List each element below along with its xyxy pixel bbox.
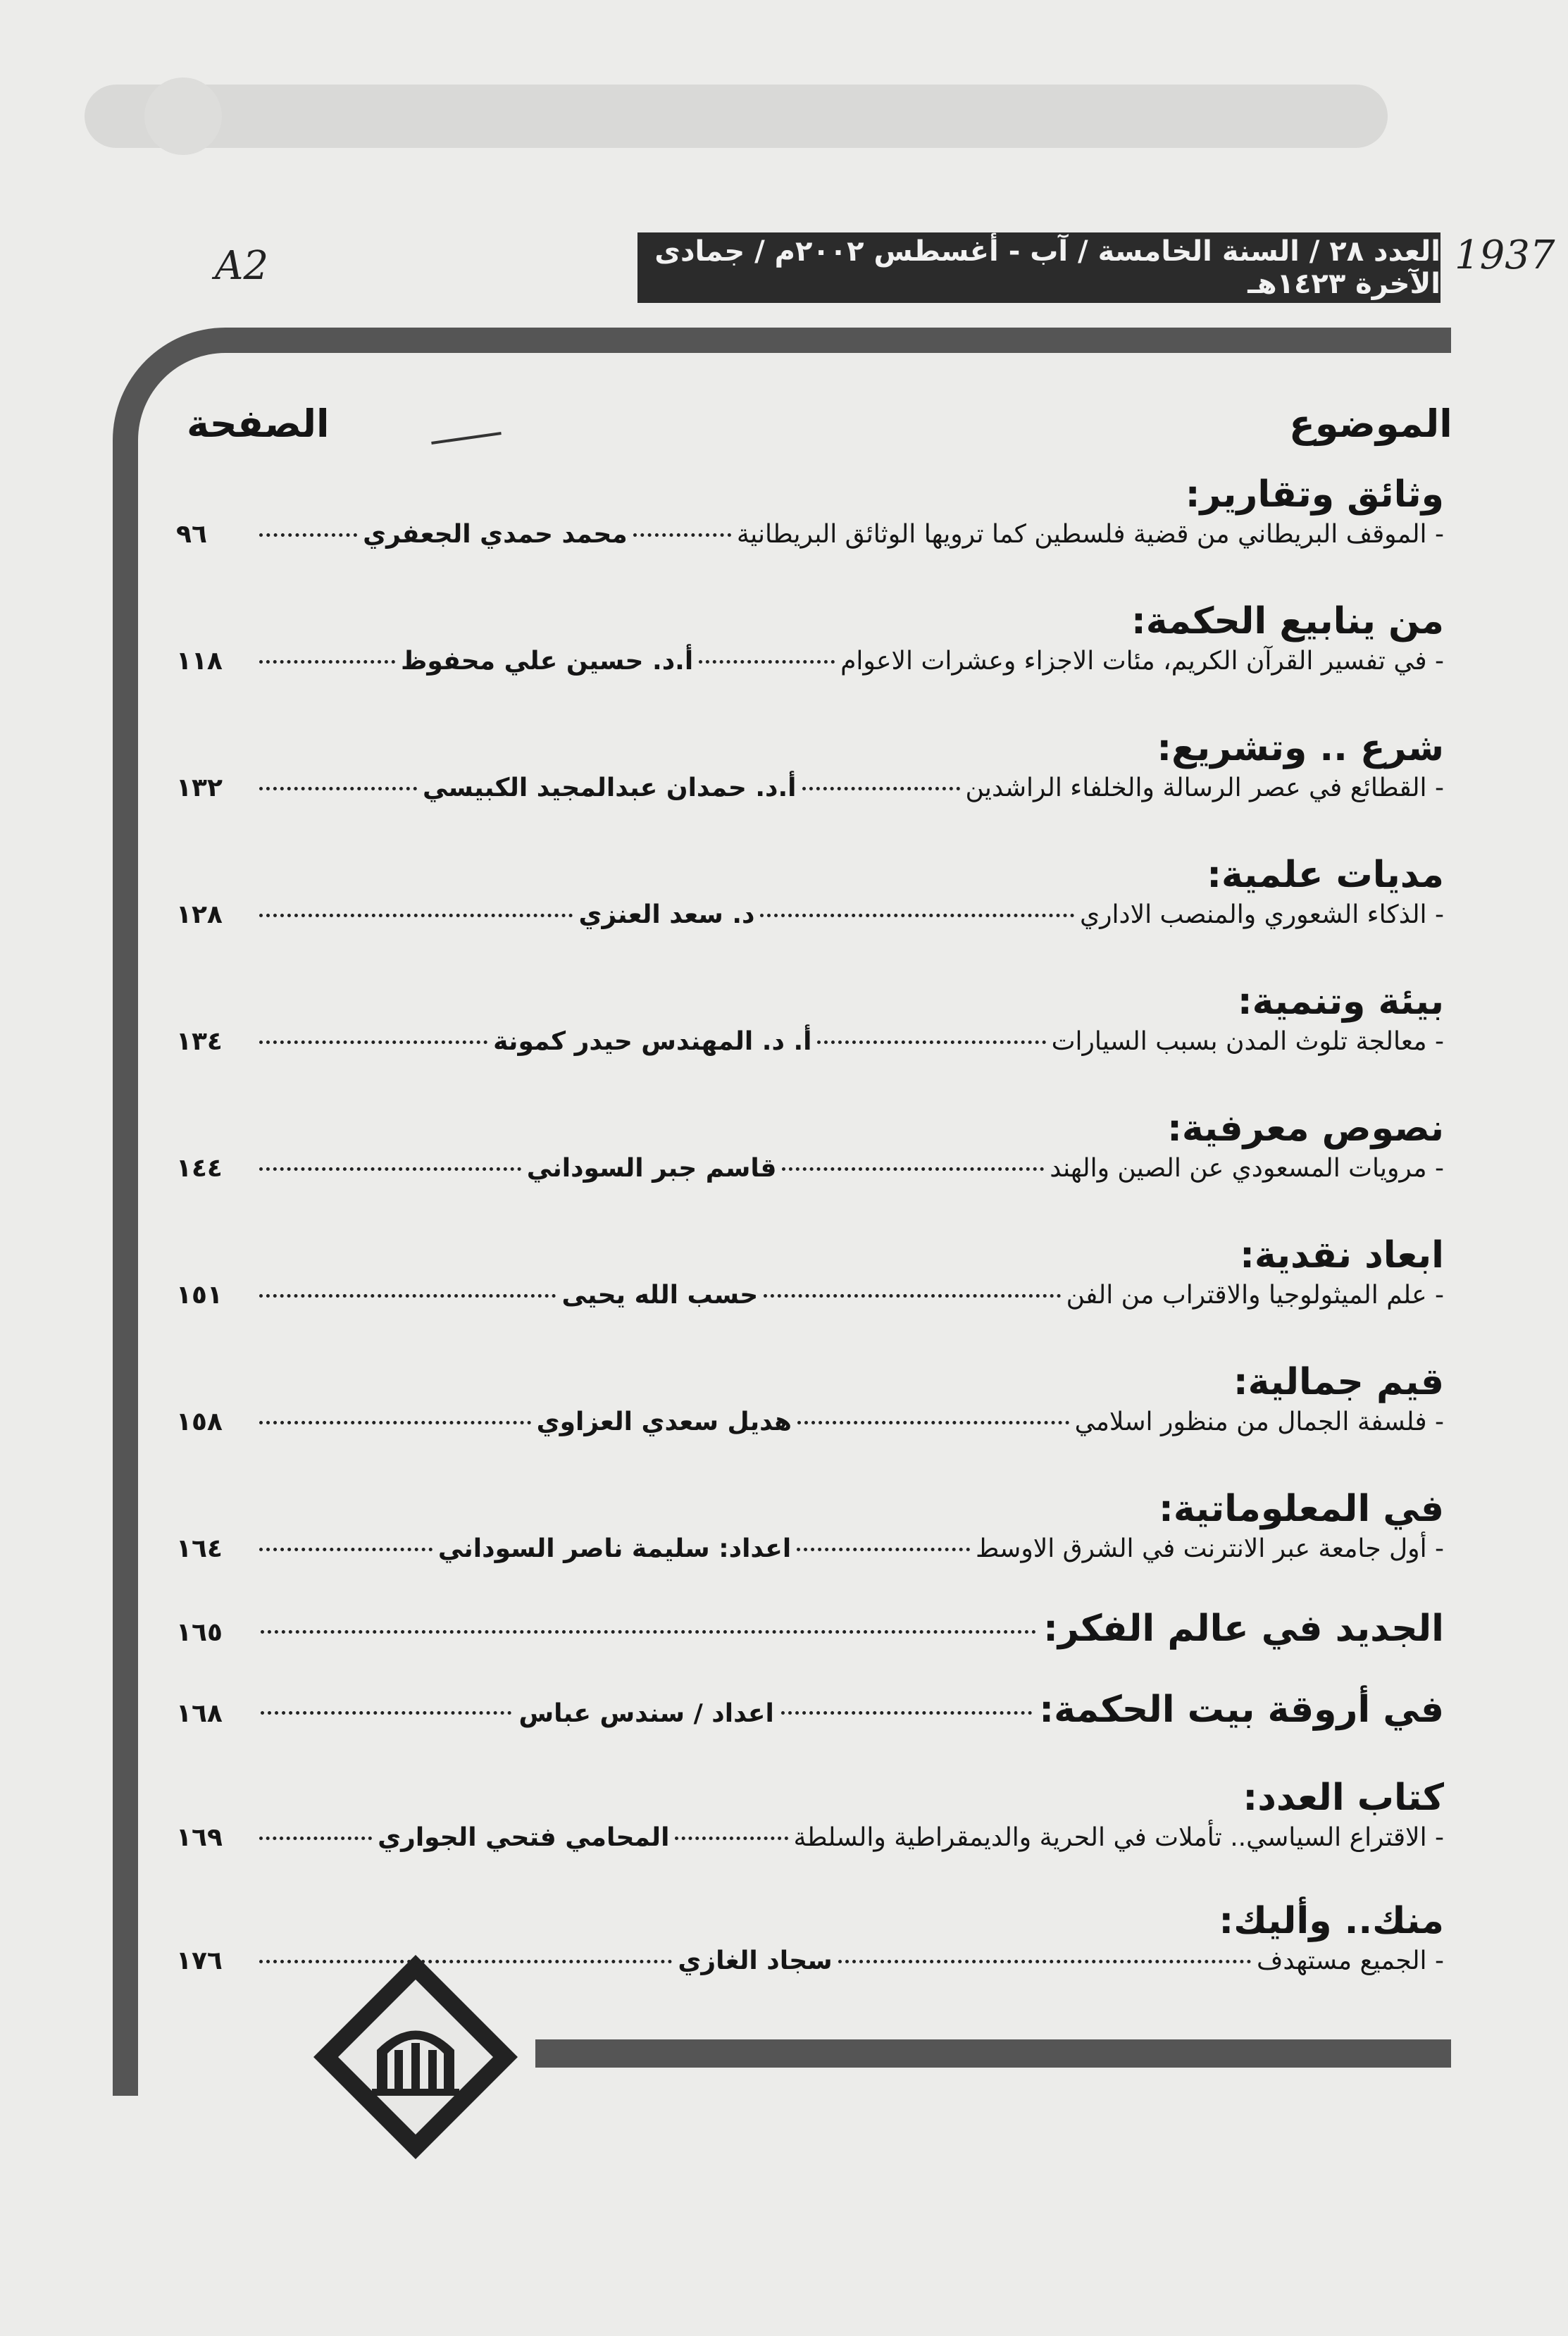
- entry-author: المحامي فتحي الجواري: [378, 1823, 670, 1852]
- toc-section: [176, 852, 1444, 979]
- dot-leader: [259, 1548, 433, 1551]
- house-of-wisdom-logo: [310, 1951, 521, 2163]
- toc-section: [176, 1233, 1444, 1360]
- toc-entry[interactable]: [176, 1687, 1444, 1732]
- issue-header-bar: [637, 232, 1441, 303]
- dot-leader: [261, 1711, 511, 1715]
- handwritten-note-left: A2: [215, 243, 269, 289]
- page-column-heading: الصفحة: [187, 402, 330, 446]
- dot-leader: [838, 1960, 1251, 1963]
- table-of-contents: [176, 472, 1444, 2018]
- dot-leader: [675, 1837, 788, 1840]
- dot-leader: [259, 1837, 372, 1840]
- entry-title: - الذكاء الشعوري والمنصب الاداري: [1079, 900, 1444, 929]
- section-title: شرع .. وتشريع:: [1157, 727, 1444, 769]
- toc-entry[interactable]: [176, 1024, 1444, 1060]
- topic-column-heading: الموضوع: [1289, 402, 1452, 446]
- toc-entry[interactable]: [176, 1606, 1444, 1651]
- dot-leader: [797, 1421, 1069, 1424]
- entry-author: اعداد / سندس عباس: [518, 1699, 774, 1728]
- entry-page: ٩٦: [175, 520, 207, 549]
- dot-leader: [261, 1630, 1036, 1634]
- entry-page: ١٥١: [176, 1281, 223, 1310]
- entry-title: - علم الميثولوجيا والاقتراب من الفن: [1066, 1281, 1444, 1310]
- toc-entry[interactable]: [176, 644, 1444, 679]
- entry-author: اعداد: سليمة ناصر السوداني: [437, 1534, 792, 1563]
- section-title: نصوص معرفية:: [1167, 1107, 1444, 1150]
- dot-leader: [259, 1040, 487, 1044]
- toc-section: [176, 1106, 1444, 1233]
- entry-title: - القطائع في عصر الرسالة والخلفاء الراشدين: [965, 774, 1444, 802]
- dot-leader: [797, 1548, 970, 1551]
- toc-section: [176, 1486, 1444, 1606]
- dot-leader: [259, 1167, 521, 1171]
- entry-title: - مرويات المسعودي عن الصين والهند: [1050, 1154, 1444, 1183]
- toc-entry[interactable]: [176, 897, 1444, 933]
- dot-leader: [259, 660, 395, 664]
- dot-leader: [259, 787, 417, 790]
- toc-entry[interactable]: [176, 771, 1444, 806]
- entry-page: ١٤٤: [175, 1154, 223, 1183]
- entry-author: أ.د. حسين علي محفوظ: [400, 647, 694, 676]
- dot-leader: [259, 533, 357, 537]
- handwritten-note-right: 1937: [1455, 232, 1555, 278]
- entry-author: محمد حمدي الجعفري: [363, 520, 628, 549]
- toc-standalone: [176, 1687, 1444, 1775]
- dot-leader: [817, 1040, 1045, 1044]
- entry-title: - في تفسير القرآن الكريم، مئات الاجزاء وعشرات الاعوام: [840, 647, 1444, 676]
- entry-page: ١١٨: [175, 647, 223, 676]
- toc-entry[interactable]: [176, 1532, 1444, 1567]
- dot-leader: [699, 660, 835, 664]
- entry-title: - الاقتراع السياسي.. تأملات في الحرية والديمقراطية والسلطة: [793, 1823, 1444, 1852]
- entry-page: ١٢٨: [175, 900, 223, 929]
- entry-page: ١٦٨: [175, 1699, 223, 1728]
- section-title: في المعلوماتية:: [1159, 1488, 1444, 1530]
- entry-author: أ. د. المهندس حيدر كمونة: [493, 1027, 812, 1056]
- toc-section: [176, 979, 1444, 1106]
- entry-page: ١٥٨: [175, 1408, 223, 1436]
- entry-title: - أول جامعة عبر الانترنت في الشرق الاوسط: [975, 1534, 1444, 1563]
- section-title: كتاب العدد:: [1243, 1777, 1444, 1819]
- entry-author: أ.د. حمدان عبدالمجيد الكبيسي: [423, 774, 797, 802]
- entry-author: حسب الله يحيى: [561, 1281, 759, 1310]
- entry-page: ١٦٥: [176, 1618, 223, 1647]
- dot-leader: [781, 1711, 1032, 1715]
- entry-page: ١٦٤: [176, 1534, 223, 1563]
- section-title: بيئة وتنمية:: [1237, 981, 1444, 1023]
- toc-section: [176, 1775, 1444, 1899]
- entry-title: - الموقف البريطاني من قضية فلسطين كما ترويها الوثائق البريطانية: [736, 520, 1444, 549]
- frame-bottom-bar: [535, 2039, 1451, 2068]
- toc-section: [176, 472, 1444, 599]
- dot-leader: [802, 787, 960, 790]
- dot-leader: [760, 914, 1074, 917]
- faded-masthead-graphic: [85, 63, 1493, 169]
- section-title: ابعاد نقدية:: [1240, 1234, 1444, 1276]
- entry-page: ١٦٩: [176, 1823, 223, 1852]
- toc-entry[interactable]: [176, 1820, 1444, 1856]
- section-title: قيم جمالية:: [1233, 1361, 1444, 1403]
- dot-leader: [259, 1294, 556, 1298]
- toc-entry[interactable]: [176, 1151, 1444, 1186]
- issue-line: العدد ٢٨ / السنة الخامسة / آب - أغسطس ٢٠٠٢م / جمادى الآخرة ١٤٢٣هـ: [654, 235, 1441, 300]
- toc-standalone: [176, 1606, 1444, 1687]
- entry-author: هديل سعدي العزاوي: [536, 1408, 792, 1436]
- dot-leader: [633, 533, 731, 537]
- entry-author: قاسم جبر السوداني: [526, 1154, 777, 1183]
- dot-leader: [782, 1167, 1044, 1171]
- section-title: وثائق وتقارير:: [1185, 473, 1444, 516]
- entry-author: د. سعد العنزي: [578, 900, 755, 929]
- toc-section: [176, 599, 1444, 726]
- entry-page: ١٣٤: [175, 1027, 223, 1056]
- entry-title: - معالجة تلوث المدن بسبب السيارات: [1051, 1027, 1444, 1056]
- entry-title: - الجميع مستهدف: [1257, 1946, 1444, 1975]
- section-title: مديات علمية:: [1207, 854, 1444, 896]
- toc-section: [176, 1360, 1444, 1486]
- dot-leader: [259, 914, 573, 917]
- entry-title: - فلسفة الجمال من منظور اسلامي: [1074, 1408, 1444, 1436]
- toc-entry[interactable]: [176, 517, 1444, 552]
- entry-page: ١٧٦: [175, 1946, 223, 1975]
- section-title: في أروقة بيت الحكمة:: [1039, 1689, 1444, 1731]
- section-title: منك.. وأليك:: [1219, 1900, 1444, 1942]
- entry-author: سجاد الغازي: [678, 1946, 833, 1975]
- toc-entry[interactable]: [176, 1278, 1444, 1313]
- entry-page: ١٣٢: [176, 774, 223, 802]
- dot-leader: [259, 1421, 531, 1424]
- toc-section: [176, 726, 1444, 852]
- dot-leader: [764, 1294, 1060, 1298]
- section-title: من ينابيع الحكمة:: [1131, 600, 1444, 642]
- section-title: الجديد في عالم الفكر:: [1043, 1608, 1444, 1650]
- toc-entry[interactable]: [176, 1405, 1444, 1440]
